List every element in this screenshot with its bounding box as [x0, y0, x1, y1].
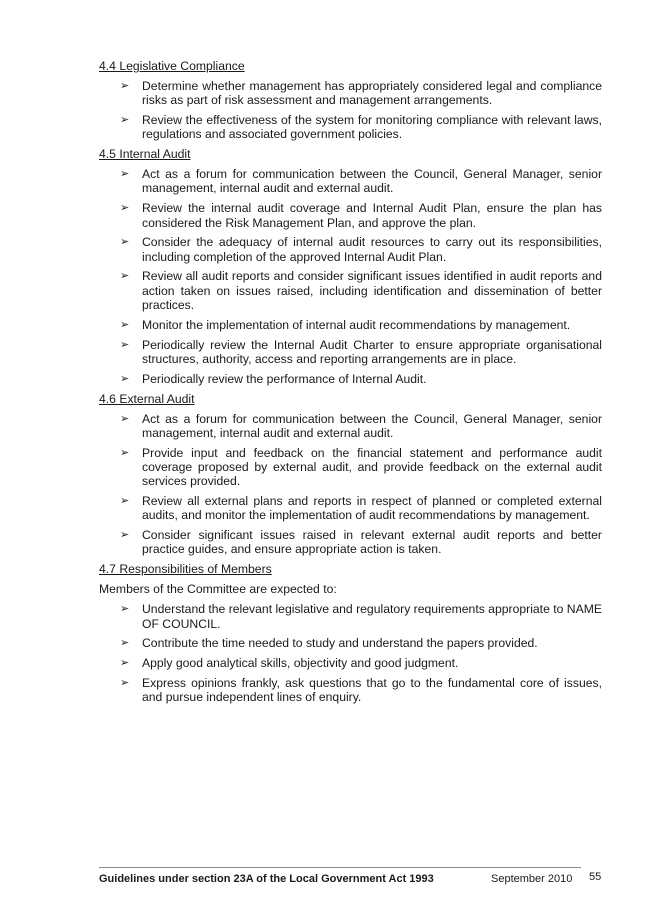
bullet-text: Act as a forum for communication between the Council, General Manager, senior management, internal audit and external audit. — [142, 167, 602, 196]
arrow-bullet-icon: ➢ — [120, 529, 130, 542]
arrow-bullet-icon: ➢ — [120, 637, 130, 650]
arrow-bullet-icon: ➢ — [120, 338, 130, 351]
bullet-item — [99, 318, 602, 332]
arrow-bullet-icon: ➢ — [120, 603, 130, 616]
bullet-text: Periodically review the Internal Audit Charter to ensure appropriate organisational structures, authority, access and reporting arrangements are in place. — [142, 337, 602, 366]
bullet-item — [99, 494, 602, 523]
bullet-text: Review all external plans and reports in respect of planned or completed external audits, and monitor the implementation of audit recommendations by management. — [142, 494, 602, 523]
arrow-bullet-icon: ➢ — [120, 446, 130, 459]
bullet-text: Review the effectiveness of the system for monitoring compliance with relevant laws, regulations and associated government policies. — [142, 113, 602, 142]
bullet-text: Apply good analytical skills, objectivity and good judgment. — [142, 656, 459, 671]
bullet-text: Understand the relevant legislative and regulatory requirements appropriate to NAME OF COUNCIL. — [142, 602, 602, 631]
bullet-text: Act as a forum for communication between the Council, General Manager, senior management, internal audit and external audit. — [142, 411, 602, 440]
bullet-item — [99, 372, 602, 386]
bullet-list — [99, 79, 602, 142]
page-number: 55 — [589, 871, 602, 883]
bullet-text: Contribute the time needed to study and understand the papers provided. — [142, 636, 538, 651]
arrow-bullet-icon: ➢ — [120, 80, 130, 92]
section-heading: 4.5 Internal Audit — [99, 147, 191, 162]
bullet-item — [99, 528, 602, 557]
bullet-text: Review the internal audit coverage and Internal Audit Plan, ensure the plan has considered the Risk Management Plan, and approve the plan. — [142, 201, 602, 230]
bullet-text: Review all audit reports and consider significant issues identified in audit reports and action taken on issues raised, including identification and dissemination of better practices. — [142, 269, 602, 313]
bullet-item — [99, 656, 602, 670]
bullet-item — [99, 412, 602, 441]
section-heading: 4.4 Legislative Compliance — [99, 59, 245, 73]
bullet-item — [99, 201, 602, 230]
bullet-item — [99, 79, 602, 108]
arrow-bullet-icon: ➢ — [120, 495, 130, 508]
bullet-item — [99, 269, 602, 312]
arrow-bullet-icon: ➢ — [120, 412, 130, 425]
arrow-bullet-icon: ➢ — [120, 676, 130, 689]
arrow-bullet-icon: ➢ — [120, 202, 130, 215]
document-body — [99, 59, 602, 710]
section-heading: 4.6 External Audit — [99, 391, 195, 406]
bullet-list — [99, 167, 602, 386]
bullet-text: Consider the adequacy of internal audit resources to carry out its responsibilities, including completion of the approved Internal Audit Plan. — [142, 235, 602, 264]
bullet-list — [99, 602, 602, 704]
bullet-text: Periodically review the performance of Internal Audit. — [142, 371, 427, 386]
bullet-item — [99, 113, 602, 142]
bullet-list — [99, 412, 602, 557]
arrow-bullet-icon: ➢ — [120, 114, 130, 127]
bullet-text: Provide input and feedback on the financial statement and performance audit coverage proposed by external audit, and provide feedback on the external audit services provided. — [142, 445, 602, 489]
bullet-text: Express opinions frankly, ask questions that go to the fundamental core of issues, and pursue independent lines of enquiry. — [142, 675, 602, 705]
arrow-bullet-icon: ➢ — [120, 372, 130, 385]
arrow-bullet-icon: ➢ — [120, 236, 130, 249]
bullet-text: Determine whether management has appropriately considered legal and compliance risks as part of risk assessment and management arrangements. — [142, 79, 602, 108]
bullet-item — [99, 235, 602, 264]
bullet-item — [99, 338, 602, 367]
bullet-item — [99, 446, 602, 489]
footer-date: September 2010 — [491, 873, 573, 885]
bullet-item — [99, 602, 602, 631]
arrow-bullet-icon: ➢ — [120, 318, 130, 331]
bullet-text: Consider significant issues raised in relevant external audit reports and better practice guides, and ensure appropriate action is taken. — [142, 528, 602, 557]
section-heading: 4.7 Responsibilities of Members — [99, 562, 272, 577]
arrow-bullet-icon: ➢ — [120, 270, 130, 283]
section-intro: Members of the Committee are expected to: — [99, 582, 337, 597]
bullet-item — [99, 676, 602, 705]
bullet-text: Monitor the implementation of internal audit recommendations by management. — [142, 317, 571, 332]
footer-title: Guidelines under section 23A of the Local Government Act 1993 — [99, 873, 434, 885]
bullet-item — [99, 167, 602, 196]
footer-divider — [99, 867, 581, 868]
bullet-item — [99, 636, 602, 650]
arrow-bullet-icon: ➢ — [120, 168, 130, 181]
arrow-bullet-icon: ➢ — [120, 657, 130, 670]
